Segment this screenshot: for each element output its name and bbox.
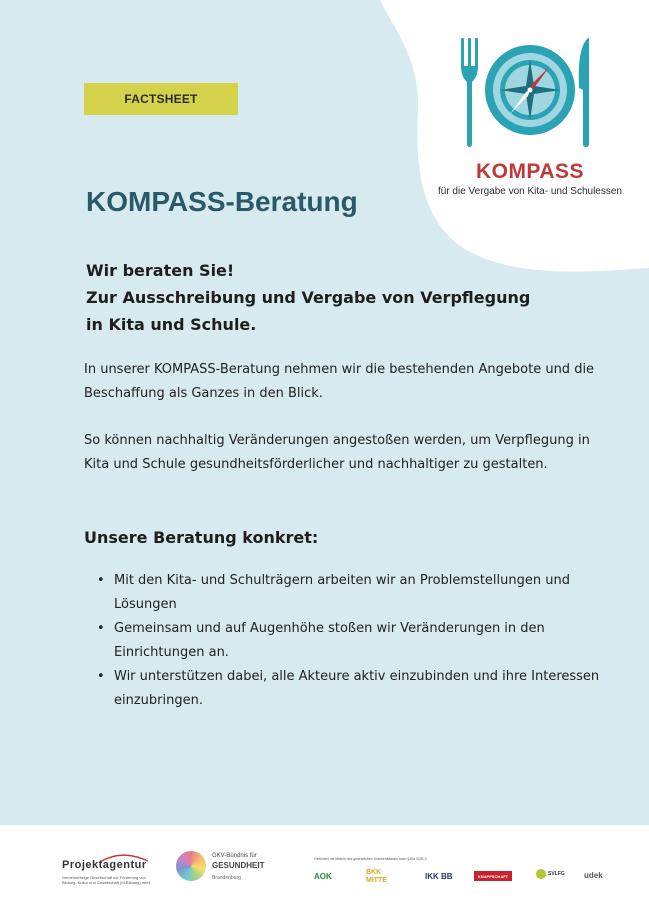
bkk-mitte-logo	[366, 869, 387, 885]
gkv-line-2: GESUNDHEIT	[212, 861, 265, 870]
gkv-line-1: GKV-Bündnis für	[212, 853, 257, 859]
section-heading: Unsere Beratung konkret:	[84, 528, 319, 547]
footer	[0, 825, 649, 915]
gkv-buendnis-logo	[176, 849, 286, 889]
gkv-circle-icon	[176, 851, 206, 881]
gkv-line-3: Brandenburg	[212, 875, 241, 881]
headline-line: in Kita und Schule.	[86, 315, 257, 334]
ikk-logo: IKK BB	[425, 872, 453, 881]
factsheet-badge-label: FACTSHEET	[124, 92, 198, 106]
kompass-logo	[430, 32, 630, 202]
headline	[86, 257, 566, 338]
goal-paragraph: So können nachhaltig Veränderungen angestoßen werden, um Verpflegung in Kita und Schule gesundheitsförderlicher und nachhaltiger zu gestalten.	[84, 433, 590, 472]
bkk-line-1: BKK	[366, 869, 382, 876]
logo-subtitle: für die Vergabe von Kita- und Schulessen	[437, 186, 622, 197]
bkk-line-2: MITTE	[366, 877, 387, 884]
list-item: • Wir unterstützen dabei, alle Akteure aktiv einzubinden und ihre Interessen einzubringen.	[95, 665, 605, 713]
bullet-list	[95, 569, 605, 713]
udek-logo: udek	[584, 871, 603, 880]
funding-note: Gefördert mit Mitteln des gesetzlichen Krankenkassen nach §20a SGB V	[314, 857, 427, 861]
projektagentur-subtitle: Gemeinnützige Gesellschaft zur Förderung von Bildung, Kultur und Gesellschaft (M-Bildung) mbH	[62, 875, 151, 885]
logo-graphic	[460, 32, 600, 157]
svlfg-mark-icon	[536, 869, 546, 879]
knife-icon	[579, 38, 589, 147]
list-item: • Gemeinsam und auf Augenhöhe stoßen wir Veränderungen in den Einrichtungen an.	[95, 617, 605, 665]
list-item: • Mit den Kita- und Schulträgern arbeiten wir an Problemstellungen und Lösungen	[95, 569, 605, 617]
headline-line: Wir beraten Sie!	[86, 261, 235, 280]
intro-paragraph: In unserer KOMPASS-Beratung nehmen wir die bestehenden Angebote und die Beschaffung als Ganzes in den Blick.	[84, 362, 595, 401]
factsheet-badge	[84, 83, 238, 115]
projektagentur-name: Projektagentur	[62, 859, 147, 871]
compass-plate-icon	[485, 45, 575, 135]
aok-logo: AOK	[314, 872, 332, 881]
knappschaft-logo: KNAPPSCHAFT	[474, 871, 512, 881]
projektagentur-logo	[62, 853, 151, 889]
page-title: KOMPASS-Beratung	[86, 186, 358, 217]
logo-title: KOMPASS	[475, 160, 585, 183]
svlfg-logo: SVLFG	[548, 871, 565, 877]
fork-icon	[461, 38, 478, 147]
headline-line: Zur Ausschreibung und Vergabe von Verpflegung	[86, 288, 531, 307]
